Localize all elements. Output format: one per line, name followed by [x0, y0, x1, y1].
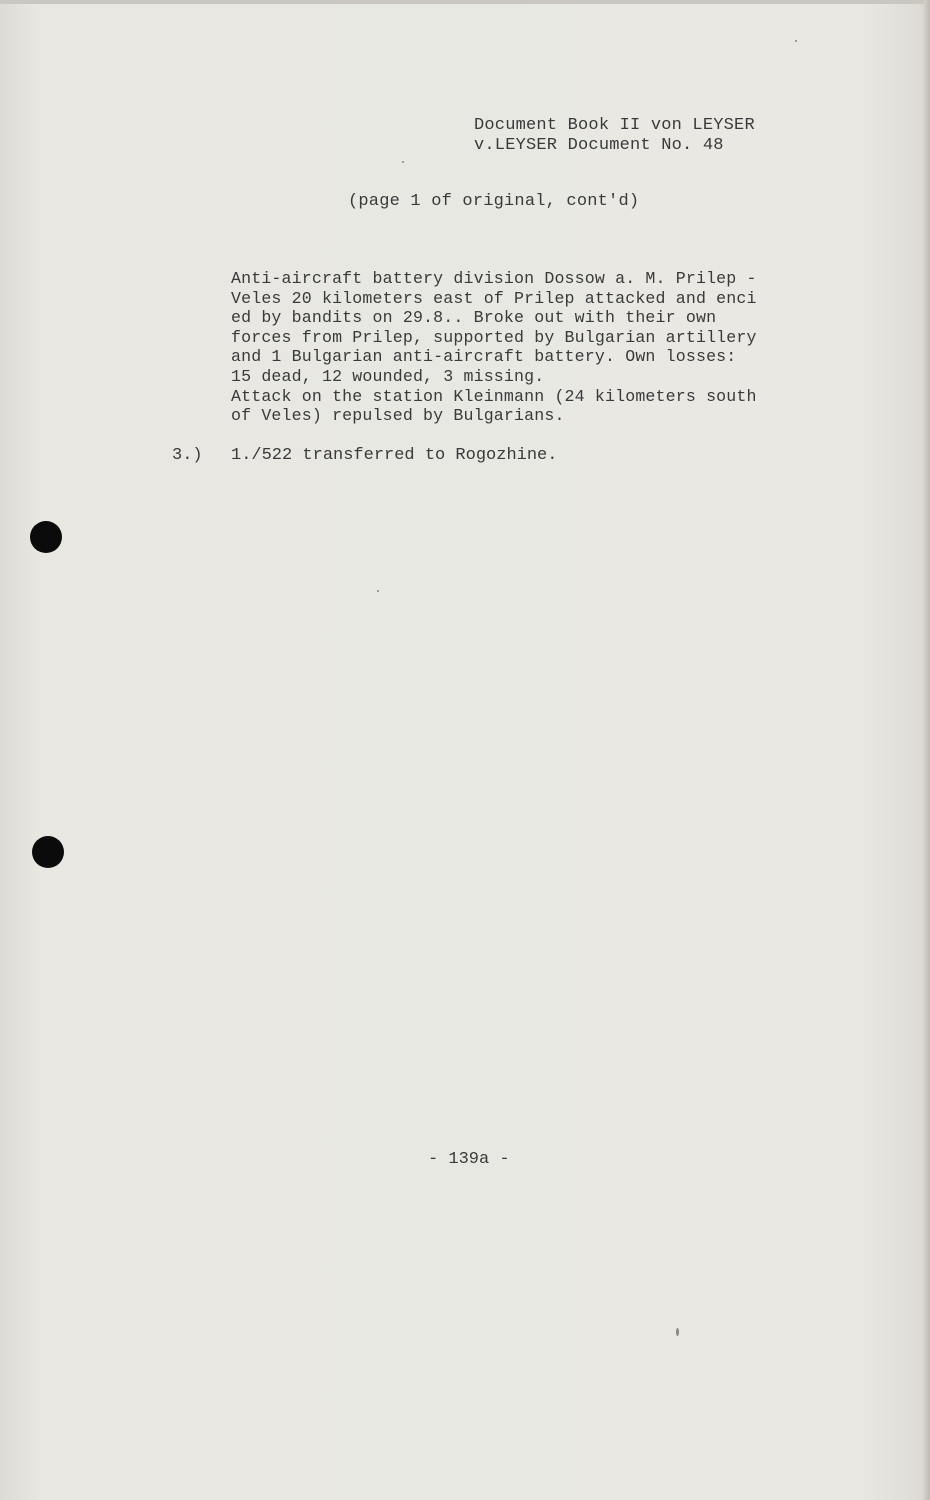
body-paragraph: [231, 269, 831, 426]
document-header: [474, 116, 755, 156]
paper-speck: [402, 161, 404, 163]
body-line: and 1 Bulgarian anti-aircraft battery. Own losses:: [231, 347, 737, 367]
body-line: Anti-aircraft battery division Dossow a. M. Prilep -: [231, 269, 757, 288]
header-line-2: v.LEYSER Document No. 48: [474, 136, 724, 155]
page-number: - 139a -: [428, 1150, 510, 1169]
punch-hole: [30, 521, 62, 553]
item-number: 3.): [172, 446, 203, 465]
paper-speck: [676, 1328, 679, 1336]
page-right-edge: [924, 0, 930, 1500]
header-line-1: Document Book II von LEYSER: [474, 116, 755, 135]
page-continuation-note: (page 1 of original, cont'd): [348, 192, 640, 211]
body-line: 15 dead, 12 wounded, 3 missing.: [231, 366, 545, 386]
body-line: Veles 20 kilometers east of Prilep attacked and enci: [231, 288, 757, 308]
punch-hole: [32, 836, 64, 868]
body-line: forces from Prilep, supported by Bulgarian artillery: [231, 327, 757, 347]
body-line: ed by bandits on 29.8.. Broke out with their own: [231, 308, 717, 328]
item-text: 1./522 transferred to Rogozhine.: [231, 446, 558, 465]
numbered-item: [172, 446, 557, 465]
body-line: of Veles) repulsed by Bulgarians.: [231, 406, 565, 426]
paper-speck: [795, 40, 797, 42]
page-top-edge: [0, 0, 930, 4]
paper-speck: [377, 590, 379, 592]
body-line: Attack on the station Kleinmann (24 kilometers south: [231, 386, 757, 406]
